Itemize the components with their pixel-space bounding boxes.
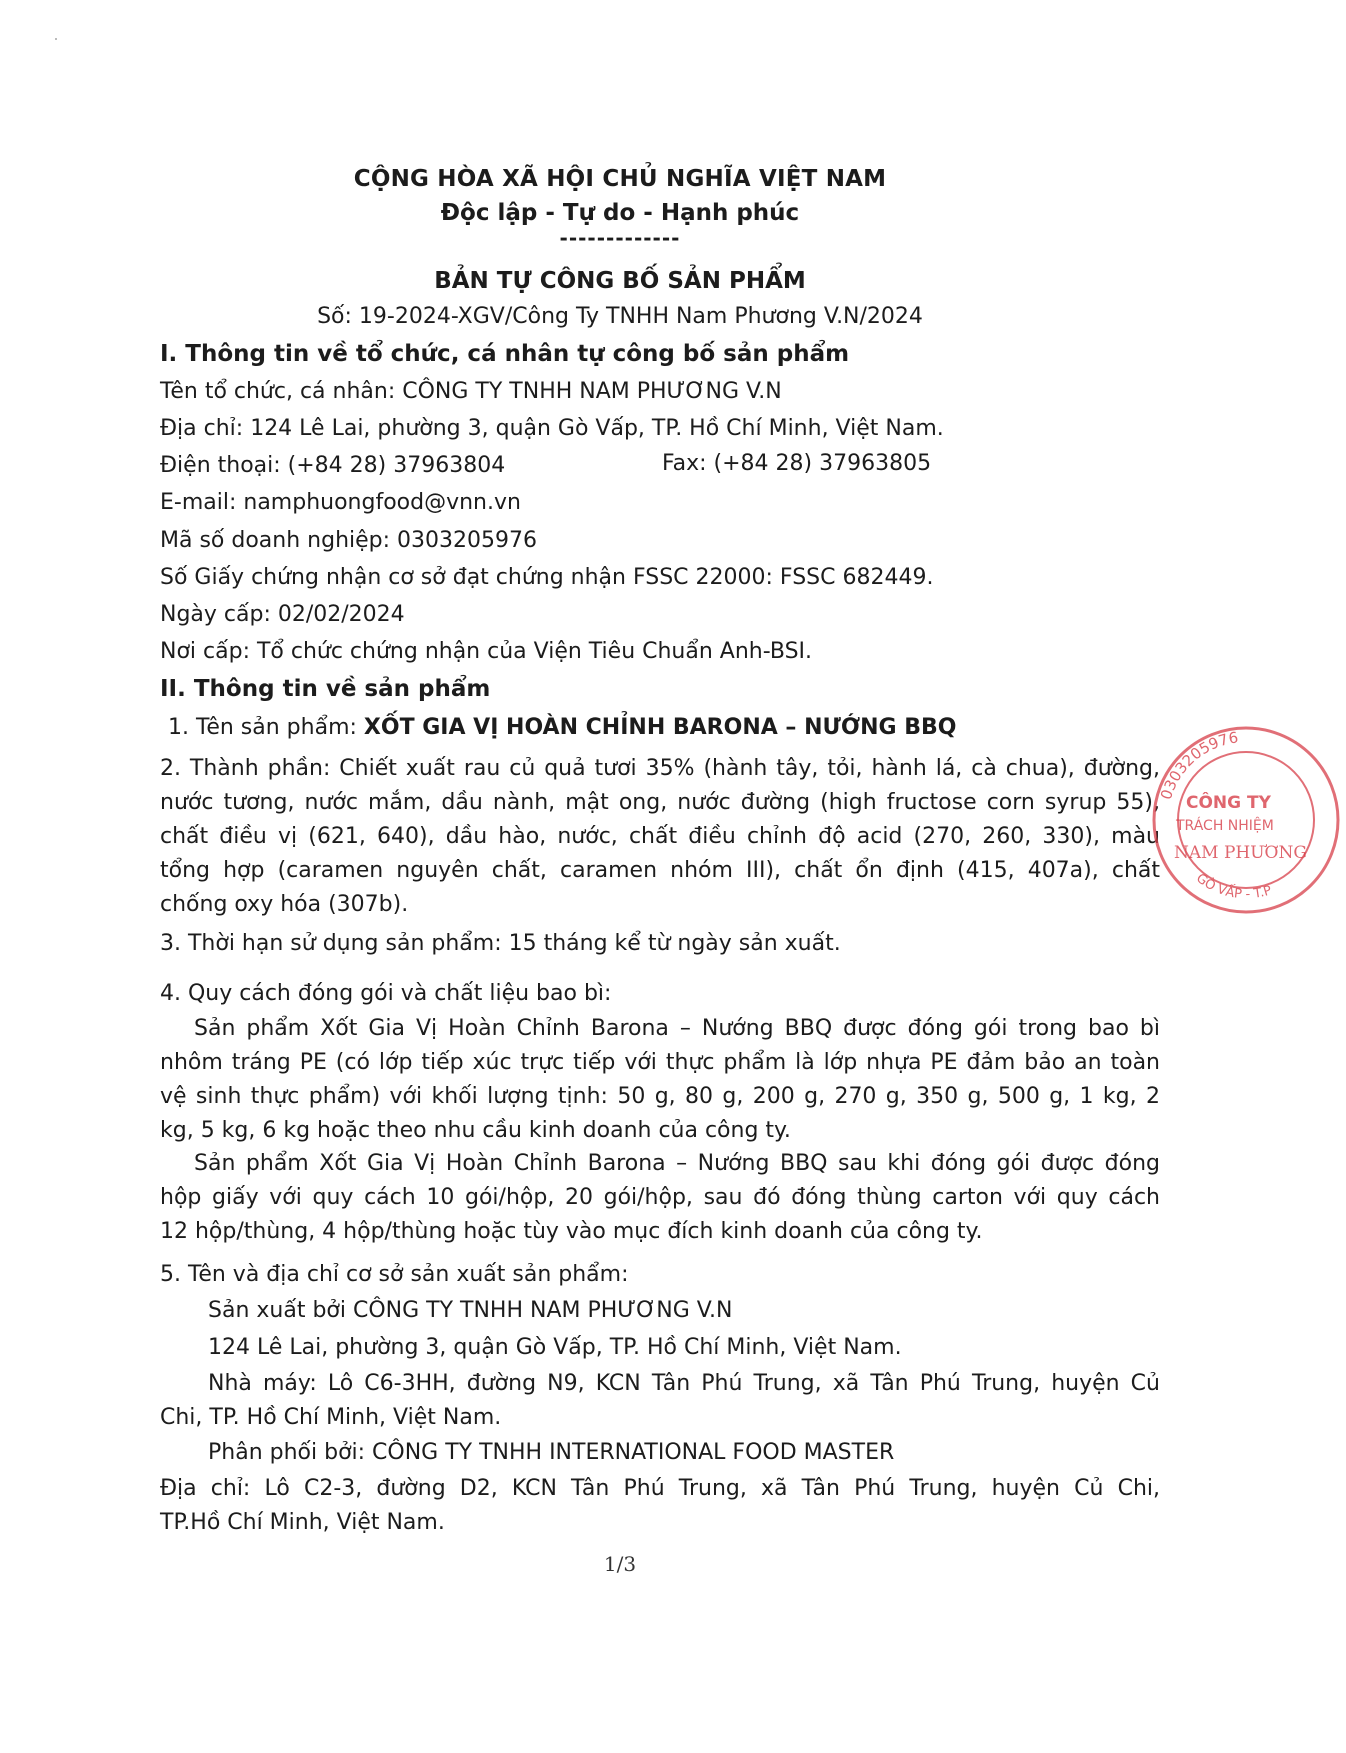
separator: ------------- — [559, 226, 681, 250]
certificate-number: Số Giấy chứng nhận cơ sở đạt chứng nhận FSSC 22000: FSSC 682449. — [160, 565, 934, 590]
ingredients-line: tổng hợp (caramen nguyên chất, caramen nhóm III), chất ổn định (415, 407a), chất — [160, 858, 1160, 883]
seal-line-2: TRÁCH NHIỆM — [1176, 818, 1274, 834]
packaging-paragraph-1 — [160, 1012, 1160, 1148]
ingredients — [160, 752, 1160, 922]
packaging-line: 12 hộp/thùng, 4 hộp/thùng hoặc tùy vào mục đích kinh doanh của công ty. — [160, 1219, 983, 1244]
seal-line-1: CÔNG TY — [1186, 793, 1271, 813]
producer: Sản xuất bởi CÔNG TY TNHH NAM PHƯƠNG V.N — [208, 1298, 733, 1323]
document-number: Số: 19-2024-XGV/Công Ty TNHH Nam Phương V.N/2024 — [317, 304, 923, 329]
scan-speck — [55, 38, 57, 40]
distributor-address-line: TP.Hồ Chí Minh, Việt Nam. — [160, 1510, 445, 1535]
ingredients-line: chất điều vị (621, 640), dầu hào, nước, chất điều chỉnh độ acid (270, 260, 330), màu — [160, 824, 1160, 849]
packaging-line: vệ sinh thực phẩm) với khối lượng tịnh: 50 g, 80 g, 200 g, 270 g, 350 g, 500 g, 1 kg, 2 — [160, 1084, 1160, 1109]
country-heading: CỘNG HÒA XÃ HỘI CHỦ NGHĨA VIỆT NAM — [353, 166, 887, 192]
page-number: 1/3 — [603, 1552, 637, 1576]
org-fax: Fax: (+84 28) 37963805 — [662, 451, 932, 476]
svg-text:GÒ VẤP - T.P — [1193, 871, 1274, 902]
shelf-life: 3. Thời hạn sử dụng sản phẩm: 15 tháng kể từ ngày sản xuất. — [160, 931, 841, 956]
document-title: BẢN TỰ CÔNG BỐ SẢN PHẨM — [434, 268, 806, 294]
distributor-address — [160, 1472, 1160, 1540]
producer-address: 124 Lê Lai, phường 3, quận Gò Vấp, TP. Hồ Chí Minh, Việt Nam. — [208, 1335, 902, 1360]
org-email: E-mail: namphuongfood@vnn.vn — [160, 490, 521, 515]
org-name: Tên tổ chức, cá nhân: CÔNG TY TNHH NAM PHƯƠNG V.N — [160, 379, 782, 404]
product-name-label: 1. Tên sản phẩm: — [168, 715, 364, 740]
ingredients-line: nước tương, nước mắm, dầu nành, mật ong, nước đường (high fructose corn syrup 55), — [160, 790, 1160, 815]
packaging-line: hộp giấy với quy cách 10 gói/hộp, 20 gói/hộp, sau đó đóng thùng carton với quy cách — [160, 1185, 1160, 1210]
section-2-heading: II. Thông tin về sản phẩm — [160, 676, 491, 702]
company-seal-icon — [1146, 720, 1346, 920]
org-phone: Điện thoại: (+84 28) 37963804 — [160, 453, 506, 478]
section-1-heading: I. Thông tin về tổ chức, cá nhân tự công bố sản phẩm — [160, 341, 850, 367]
factory-line: Chi, TP. Hồ Chí Minh, Việt Nam. — [160, 1405, 502, 1430]
packaging-paragraph-2 — [160, 1147, 1160, 1249]
packaging-line: kg, 5 kg, 6 kg hoặc theo nhu cầu kinh doanh của công ty. — [160, 1118, 791, 1143]
issue-date: Ngày cấp: 02/02/2024 — [160, 602, 405, 627]
seal-bottom: GÒ VẤP - T.P — [1193, 870, 1274, 903]
tax-code: Mã số doanh nghiệp: 0303205976 — [160, 528, 537, 553]
packaging-heading: 4. Quy cách đóng gói và chất liệu bao bì: — [160, 981, 612, 1006]
packaging-line: Sản phẩm Xốt Gia Vị Hoàn Chỉnh Barona – Nướng BBQ sau khi đóng gói được đóng — [194, 1151, 1160, 1176]
seal-code: 0303205976 — [1156, 728, 1240, 802]
motto: Độc lập - Tự do - Hạnh phúc — [440, 200, 800, 226]
seal-line-3: NAM PHƯƠNG — [1174, 843, 1307, 863]
factory-address — [160, 1367, 1160, 1435]
packaging-line: nhôm tráng PE (có lớp tiếp xúc trực tiếp với thực phẩm là lớp nhựa PE đảm bảo an toàn — [160, 1050, 1160, 1075]
ingredients-line: chống oxy hóa (307b). — [160, 892, 409, 917]
factory-line: Nhà máy: Lô C6-3HH, đường N9, KCN Tân Phú Trung, xã Tân Phú Trung, huyện Củ — [208, 1371, 1160, 1396]
product-name-value: XỐT GIA VỊ HOÀN CHỈNH BARONA – NƯỚNG BBQ — [363, 715, 957, 740]
distributor-address-line: Địa chỉ: Lô C2-3, đường D2, KCN Tân Phú Trung, xã Tân Phú Trung, huyện Củ Chi, — [160, 1476, 1160, 1501]
org-address: Địa chỉ: 124 Lê Lai, phường 3, quận Gò Vấp, TP. Hồ Chí Minh, Việt Nam. — [160, 416, 944, 441]
distributor: Phân phối bởi: CÔNG TY TNHH INTERNATIONAL FOOD MASTER — [208, 1440, 895, 1465]
producer-heading: 5. Tên và địa chỉ cơ sở sản xuất sản phẩm: — [160, 1262, 629, 1287]
issuer: Nơi cấp: Tổ chức chứng nhận của Viện Tiêu Chuẩn Anh-BSI. — [160, 639, 813, 664]
product-name — [168, 715, 956, 741]
ingredients-line: 2. Thành phần: Chiết xuất rau củ quả tươi 35% (hành tây, tỏi, hành lá, cà chua), đường, — [160, 756, 1160, 781]
packaging-line: Sản phẩm Xốt Gia Vị Hoàn Chỉnh Barona – Nướng BBQ được đóng gói trong bao bì — [194, 1016, 1160, 1041]
svg-text:0303205976 — [1157, 728, 1239, 802]
